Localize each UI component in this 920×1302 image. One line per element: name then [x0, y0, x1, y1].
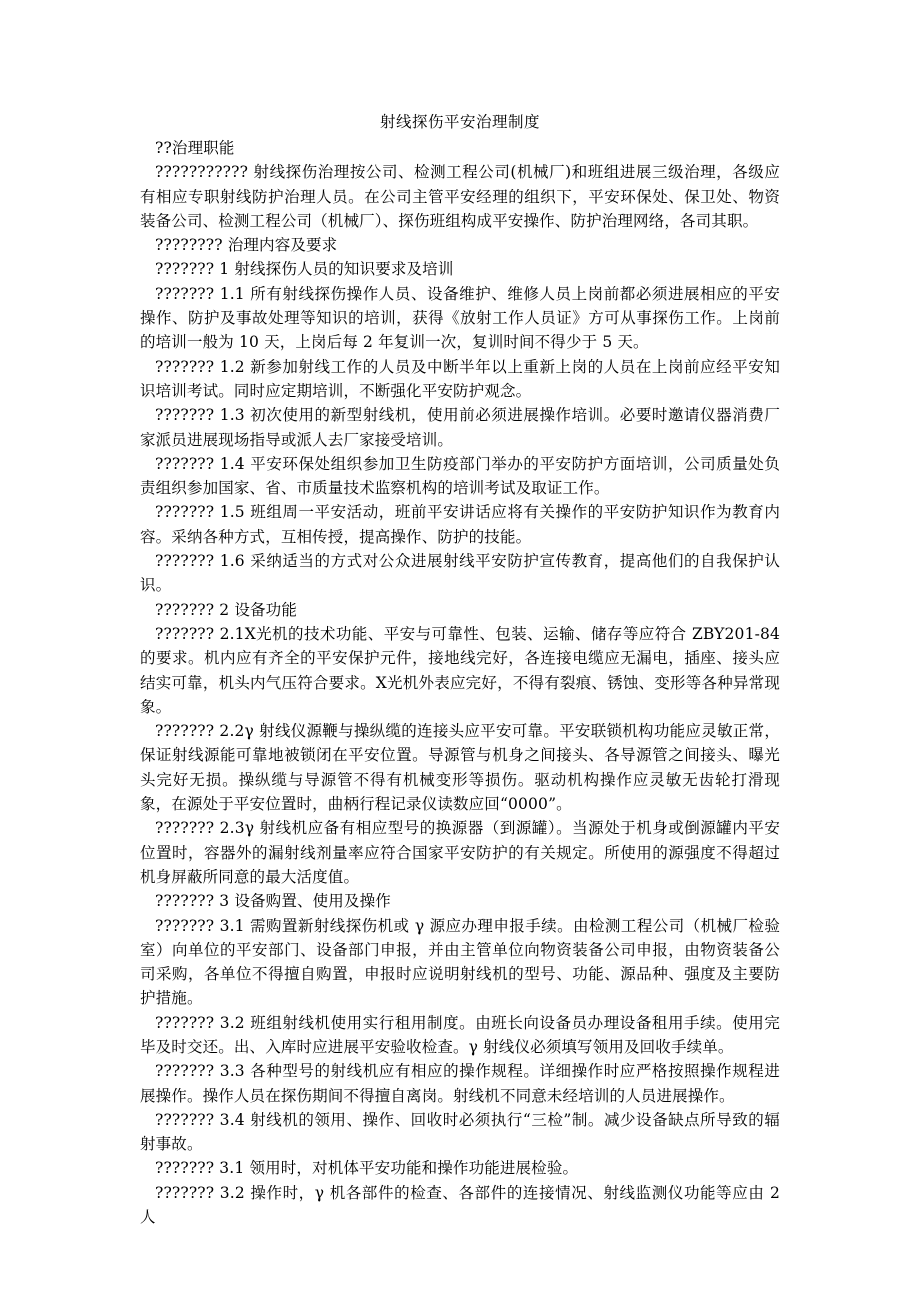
paragraph-2-3: ??????? 2.3γ 射线机应备有相应型号的换源器（到源罐）。当源处于机身或倒源罐内平安位置时，容器外的漏射线剂量率应符合国家平安防护的有关规定。所使用的源强度不得超过机身屏蔽所同意的最大活度值。: [140, 819, 780, 886]
paragraph-3-1: ??????? 3.1 需购置新射线探伤机或 γ 源应办理申报手续。由检测工程公司（机械厂检验室）向单位的平安部门、设备部门申报，并由主管单位向物资装备公司申报，由物资装备公司采购，各单位不得擅自购置，申报时应说明射线机的型号、功能、源品种、强度及主要防护措施。: [140, 916, 780, 1008]
paragraph-1-4: ??????? 1.4 平安环保处组织参加卫生防疫部门举办的平安防护方面培训，公司质量处负责组织参加国家、省、市质量技术监察机构的培训考试及取证工作。: [140, 454, 780, 498]
paragraph-3-2: ??????? 3.2 班组射线机使用实行租用制度。由班长向设备员办理设备租用手续。使用完毕及时交还。出、入库时应进展平安验收检查。γ 射线仪必须填写领用及回收手续单。: [140, 1013, 780, 1056]
paragraph-management-levels: ??????????? 射线探伤治理按公司、检测工程公司(机械厂)和班组进展三级治理，各级应有相应专职射线防护治理人员。在公司主管平安经理的组织下，平安环保处、保卫处、物资装备公司、检测工程公司（机械厂）、探伤班组构成平安操作、防护治理网络，各司其职。: [140, 163, 780, 230]
paragraph-3-2-operation: ??????? 3.2 操作时，γ 机各部件的检查、各部件的连接情况、射线监测仪功能等应由 2 人: [140, 1183, 780, 1227]
document-page: [140, 108, 780, 1229]
subsection-heading-purchase-use: ??????? 3 设备购置、使用及操作: [155, 892, 391, 911]
paragraph-1-5: ??????? 1.5 班组周一平安活动，班前平安讲话应将有关操作的平安防护知识作为教育内容。采纳各种方式，互相传授，提高操作、防护的技能。: [140, 503, 780, 546]
section-heading-management-content: ???????? 治理内容及要求: [155, 236, 338, 255]
paragraph-3-1-checkout: ??????? 3.1 领用时，对机体平安功能和操作功能进展检验。: [155, 1159, 579, 1178]
paragraph-1-1: ??????? 1.1 所有射线探伤操作人员、设备维护、维修人员上岗前都必须进展相应的平安操作、防护及事故处理等知识的培训，获得《放射工作人员证》方可从事探伤工作。上岗前的培训一般为 10 天，上岗后每 2 年复训一次，复训时间不得少于 5 天。: [140, 284, 780, 352]
paragraph-1-2: ??????? 1.2 新参加射线工作的人员及中断半年以上重新上岗的人员在上岗前应经平安知识培训考试。同时应定期培训，不断强化平安防护观念。: [140, 357, 780, 400]
subsection-heading-equipment: ??????? 2 设备功能: [155, 600, 297, 619]
paragraph-2-1: ??????? 2.1X光机的技术功能、平安与可靠性、包装、运输、储存等应符合 ZBY201-84 的要求。机内应有齐全的平安保护元件，接地线完好，各连接电缆应无漏电，插座、接头应结实可靠，机头内气压符合要求。X光机外表应完好，不得有裂痕、锈蚀、变形等各种异常现象。: [140, 624, 780, 716]
paragraph-3-3: ??????? 3.3 各种型号的射线机应有相应的操作规程。详细操作时应严格按照操作规程进展操作。操作人员在探伤期间不得擅自离岗。射线机不同意未经培训的人员进展操作。: [140, 1062, 780, 1105]
paragraph-2-2: ??????? 2.2γ 射线仪源鞭与操纵缆的连接头应平安可靠。平安联锁机构功能应灵敏正常，保证射线源能可靠地被锁闭在平安位置。导源管与机身之间接头、各导源管之间接头、曝光头完好无损。操纵缆与导源管不得有机械变形等损伤。驱动机构操作应灵敏无齿轮打滑现象，在源处于平安位置时，曲柄行程记录仪读数应回“0000”。: [140, 722, 780, 814]
subsection-heading-training: ??????? 1 射线探伤人员的知识要求及培训: [155, 260, 454, 279]
paragraph-1-6: ??????? 1.6 采纳适当的方式对公众进展射线平安防护宣传教育，提高他们的自我保护认识。: [140, 552, 780, 595]
paragraph-3-4: ??????? 3.4 射线机的领用、操作、回收时必须执行“三检”制。减少设备缺点所导致的辐射事故。: [140, 1110, 780, 1154]
paragraph-1-3: ??????? 1.3 初次使用的新型射线机，使用前必须进展操作培训。必要时邀请仪器消费厂家派员进展现场指导或派人去厂家接受培训。: [140, 406, 780, 449]
document-title: 射线探伤平安治理制度: [379, 113, 540, 131]
section-heading-management-duties: ??治理职能: [155, 139, 235, 157]
